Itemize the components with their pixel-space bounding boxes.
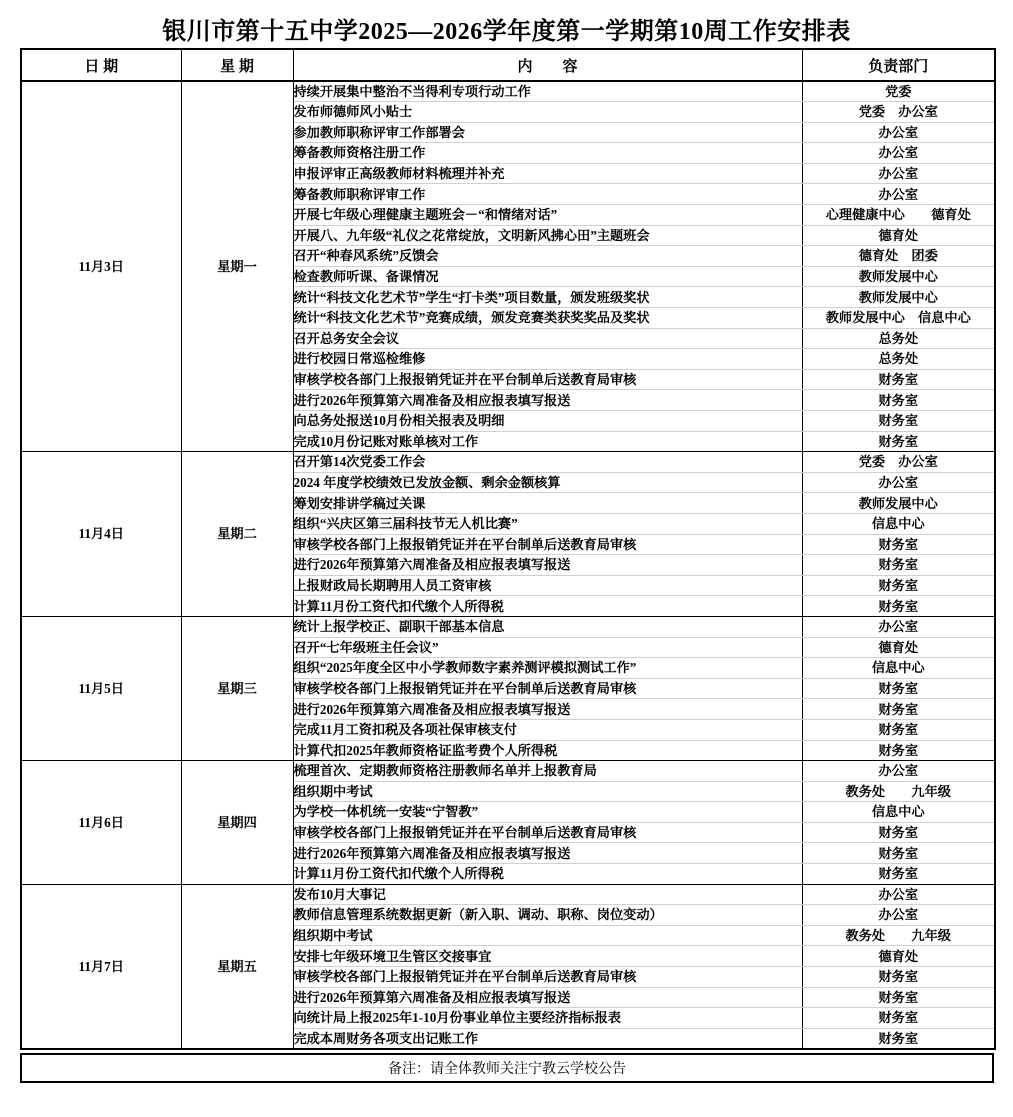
day-group bbox=[21, 452, 995, 617]
cell-content: 开展七年级心理健康主题班会－“和情绪对话” bbox=[293, 205, 802, 226]
cell-content: 完成10月份记账对账单核对工作 bbox=[293, 431, 802, 452]
cell-weekday: 星期一 bbox=[181, 81, 293, 452]
cell-content: 审核学校各部门上报报销凭证并在平台制单后送教育局审核 bbox=[293, 822, 802, 843]
cell-content: 申报评审正高级教师材料梳理并补充 bbox=[293, 163, 802, 184]
cell-content: 筹划安排讲学稿过关课 bbox=[293, 493, 802, 514]
cell-department: 办公室 bbox=[802, 163, 995, 184]
cell-content: 组织期中考试 bbox=[293, 781, 802, 802]
cell-department: 财务室 bbox=[802, 596, 995, 617]
cell-content: 为学校一体机统一安装“宁智教” bbox=[293, 802, 802, 823]
footer-note: 备注：请全体教师关注宁教云学校公告 bbox=[20, 1053, 994, 1083]
column-header-date: 日 期 bbox=[21, 49, 181, 81]
cell-department: 德育处 团委 bbox=[802, 246, 995, 267]
cell-content: 进行2026年预算第六周准备及相应报表填写报送 bbox=[293, 987, 802, 1008]
cell-content: 进行2026年预算第六周准备及相应报表填写报送 bbox=[293, 555, 802, 576]
cell-content: 筹备教师资格注册工作 bbox=[293, 143, 802, 164]
cell-content: 参加教师职称评审工作部署会 bbox=[293, 122, 802, 143]
cell-content: 完成本周财务各项支出记账工作 bbox=[293, 1028, 802, 1049]
table-row bbox=[21, 452, 995, 473]
cell-department: 财务室 bbox=[802, 555, 995, 576]
cell-content: 审核学校各部门上报报销凭证并在平台制单后送教育局审核 bbox=[293, 534, 802, 555]
day-group bbox=[21, 616, 995, 760]
day-group bbox=[21, 884, 995, 1049]
cell-department: 财务室 bbox=[802, 822, 995, 843]
cell-content: 统计“科技文化艺术节”竞赛成绩，颁发竞赛类获奖奖品及奖状 bbox=[293, 308, 802, 329]
cell-content: 进行2026年预算第六周准备及相应报表填写报送 bbox=[293, 390, 802, 411]
day-group bbox=[21, 761, 995, 885]
weekly-schedule-table bbox=[20, 48, 996, 1050]
day-group bbox=[21, 81, 995, 452]
cell-content: 进行2026年预算第六周准备及相应报表填写报送 bbox=[293, 843, 802, 864]
cell-department: 办公室 bbox=[802, 905, 995, 926]
cell-department: 教师发展中心 bbox=[802, 493, 995, 514]
table-row bbox=[21, 81, 995, 102]
cell-weekday: 星期五 bbox=[181, 884, 293, 1049]
cell-content: 计算11月份工资代扣代缴个人所得税 bbox=[293, 864, 802, 885]
cell-department: 财务室 bbox=[802, 390, 995, 411]
cell-date: 11月5日 bbox=[21, 616, 181, 760]
cell-department: 办公室 bbox=[802, 884, 995, 905]
cell-content: 发布10月大事记 bbox=[293, 884, 802, 905]
cell-content: 向统计局上报2025年1-10月份事业单位主要经济指标报表 bbox=[293, 1008, 802, 1029]
cell-content: 筹备教师职称评审工作 bbox=[293, 184, 802, 205]
table-row bbox=[21, 616, 995, 637]
cell-department: 总务处 bbox=[802, 328, 995, 349]
cell-weekday: 星期四 bbox=[181, 761, 293, 885]
column-header-weekday: 星 期 bbox=[181, 49, 293, 81]
cell-department: 教师发展中心 bbox=[802, 266, 995, 287]
cell-department: 办公室 bbox=[802, 122, 995, 143]
cell-content: 组织“2025年度全区中小学教师数字素养测评模拟测试工作” bbox=[293, 658, 802, 679]
cell-content: 召开总务安全会议 bbox=[293, 328, 802, 349]
column-header-department: 负责部门 bbox=[802, 49, 995, 81]
cell-department: 总务处 bbox=[802, 349, 995, 370]
cell-date: 11月7日 bbox=[21, 884, 181, 1049]
cell-weekday: 星期二 bbox=[181, 452, 293, 617]
cell-content: 召开“七年级班主任会议” bbox=[293, 637, 802, 658]
cell-content: 召开“种春风系统”反馈会 bbox=[293, 246, 802, 267]
cell-department: 财务室 bbox=[802, 699, 995, 720]
cell-content: 发布师德师风小贴士 bbox=[293, 102, 802, 123]
cell-department: 教师发展中心 信息中心 bbox=[802, 308, 995, 329]
cell-department: 财务室 bbox=[802, 1008, 995, 1029]
cell-department: 心理健康中心 德育处 bbox=[802, 205, 995, 226]
cell-department: 财务室 bbox=[802, 369, 995, 390]
cell-content: 2024 年度学校绩效已发放金额、剩余金额核算 bbox=[293, 472, 802, 493]
cell-department: 德育处 bbox=[802, 225, 995, 246]
cell-department: 财务室 bbox=[802, 678, 995, 699]
cell-content: 审核学校各部门上报报销凭证并在平台制单后送教育局审核 bbox=[293, 369, 802, 390]
cell-department: 财务室 bbox=[802, 575, 995, 596]
cell-content: 教师信息管理系统数据更新（新入职、调动、职称、岗位变动） bbox=[293, 905, 802, 926]
cell-department: 财务室 bbox=[802, 1028, 995, 1049]
cell-content: 计算代扣2025年教师资格证监考费个人所得税 bbox=[293, 740, 802, 761]
cell-content: 召开第14次党委工作会 bbox=[293, 452, 802, 473]
cell-department: 教师发展中心 bbox=[802, 287, 995, 308]
cell-content: 持续开展集中整治不当得利专项行动工作 bbox=[293, 81, 802, 102]
cell-department: 办公室 bbox=[802, 761, 995, 782]
cell-content: 组织“兴庆区第三届科技节无人机比赛” bbox=[293, 513, 802, 534]
cell-content: 审核学校各部门上报报销凭证并在平台制单后送教育局审核 bbox=[293, 678, 802, 699]
cell-content: 审核学校各部门上报报销凭证并在平台制单后送教育局审核 bbox=[293, 967, 802, 988]
cell-content: 计算11月份工资代扣代缴个人所得税 bbox=[293, 596, 802, 617]
cell-content: 进行2026年预算第六周准备及相应报表填写报送 bbox=[293, 699, 802, 720]
cell-content: 组织期中考试 bbox=[293, 925, 802, 946]
cell-department: 德育处 bbox=[802, 637, 995, 658]
cell-date: 11月6日 bbox=[21, 761, 181, 885]
cell-department: 财务室 bbox=[802, 987, 995, 1008]
table-row bbox=[21, 761, 995, 782]
cell-content: 安排七年级环境卫生管区交接事宜 bbox=[293, 946, 802, 967]
cell-department: 信息中心 bbox=[802, 513, 995, 534]
cell-content: 统计上报学校正、副职干部基本信息 bbox=[293, 616, 802, 637]
cell-department: 办公室 bbox=[802, 472, 995, 493]
cell-department: 办公室 bbox=[802, 616, 995, 637]
cell-department: 财务室 bbox=[802, 967, 995, 988]
cell-content: 统计“科技文化艺术节”学生“打卡类”项目数量，颁发班级奖状 bbox=[293, 287, 802, 308]
cell-department: 财务室 bbox=[802, 719, 995, 740]
page-title: 银川市第十五中学2025—2026学年度第一学期第10周工作安排表 bbox=[162, 18, 851, 45]
cell-content: 检查教师听课、备课情况 bbox=[293, 266, 802, 287]
cell-department: 德育处 bbox=[802, 946, 995, 967]
table-header bbox=[21, 49, 995, 81]
cell-content: 开展八、九年级“礼仪之花常绽放，文明新风拂心田”主题班会 bbox=[293, 225, 802, 246]
cell-department: 信息中心 bbox=[802, 658, 995, 679]
cell-department: 党委 bbox=[802, 81, 995, 102]
cell-content: 完成11月工资扣税及各项社保审核支付 bbox=[293, 719, 802, 740]
cell-department: 财务室 bbox=[802, 431, 995, 452]
cell-department: 财务室 bbox=[802, 411, 995, 432]
cell-date: 11月4日 bbox=[21, 452, 181, 617]
cell-content: 上报财政局长期聘用人员工资审核 bbox=[293, 575, 802, 596]
cell-content: 进行校园日常巡检维修 bbox=[293, 349, 802, 370]
cell-department: 财务室 bbox=[802, 864, 995, 885]
header-row bbox=[21, 49, 995, 81]
cell-department: 教务处 九年级 bbox=[802, 781, 995, 802]
cell-department: 教务处 九年级 bbox=[802, 925, 995, 946]
cell-department: 党委 办公室 bbox=[802, 102, 995, 123]
cell-department: 财务室 bbox=[802, 740, 995, 761]
cell-department: 信息中心 bbox=[802, 802, 995, 823]
cell-content: 向总务处报送10月份相关报表及明细 bbox=[293, 411, 802, 432]
cell-department: 办公室 bbox=[802, 184, 995, 205]
cell-department: 党委 办公室 bbox=[802, 452, 995, 473]
cell-department: 财务室 bbox=[802, 534, 995, 555]
column-header-content: 内 容 bbox=[293, 49, 802, 81]
table-row bbox=[21, 884, 995, 905]
cell-date: 11月3日 bbox=[21, 81, 181, 452]
title-container bbox=[0, 0, 1013, 45]
cell-department: 财务室 bbox=[802, 843, 995, 864]
cell-department: 办公室 bbox=[802, 143, 995, 164]
cell-weekday: 星期三 bbox=[181, 616, 293, 760]
cell-content: 梳理首次、定期教师资格注册教师名单并上报教育局 bbox=[293, 761, 802, 782]
